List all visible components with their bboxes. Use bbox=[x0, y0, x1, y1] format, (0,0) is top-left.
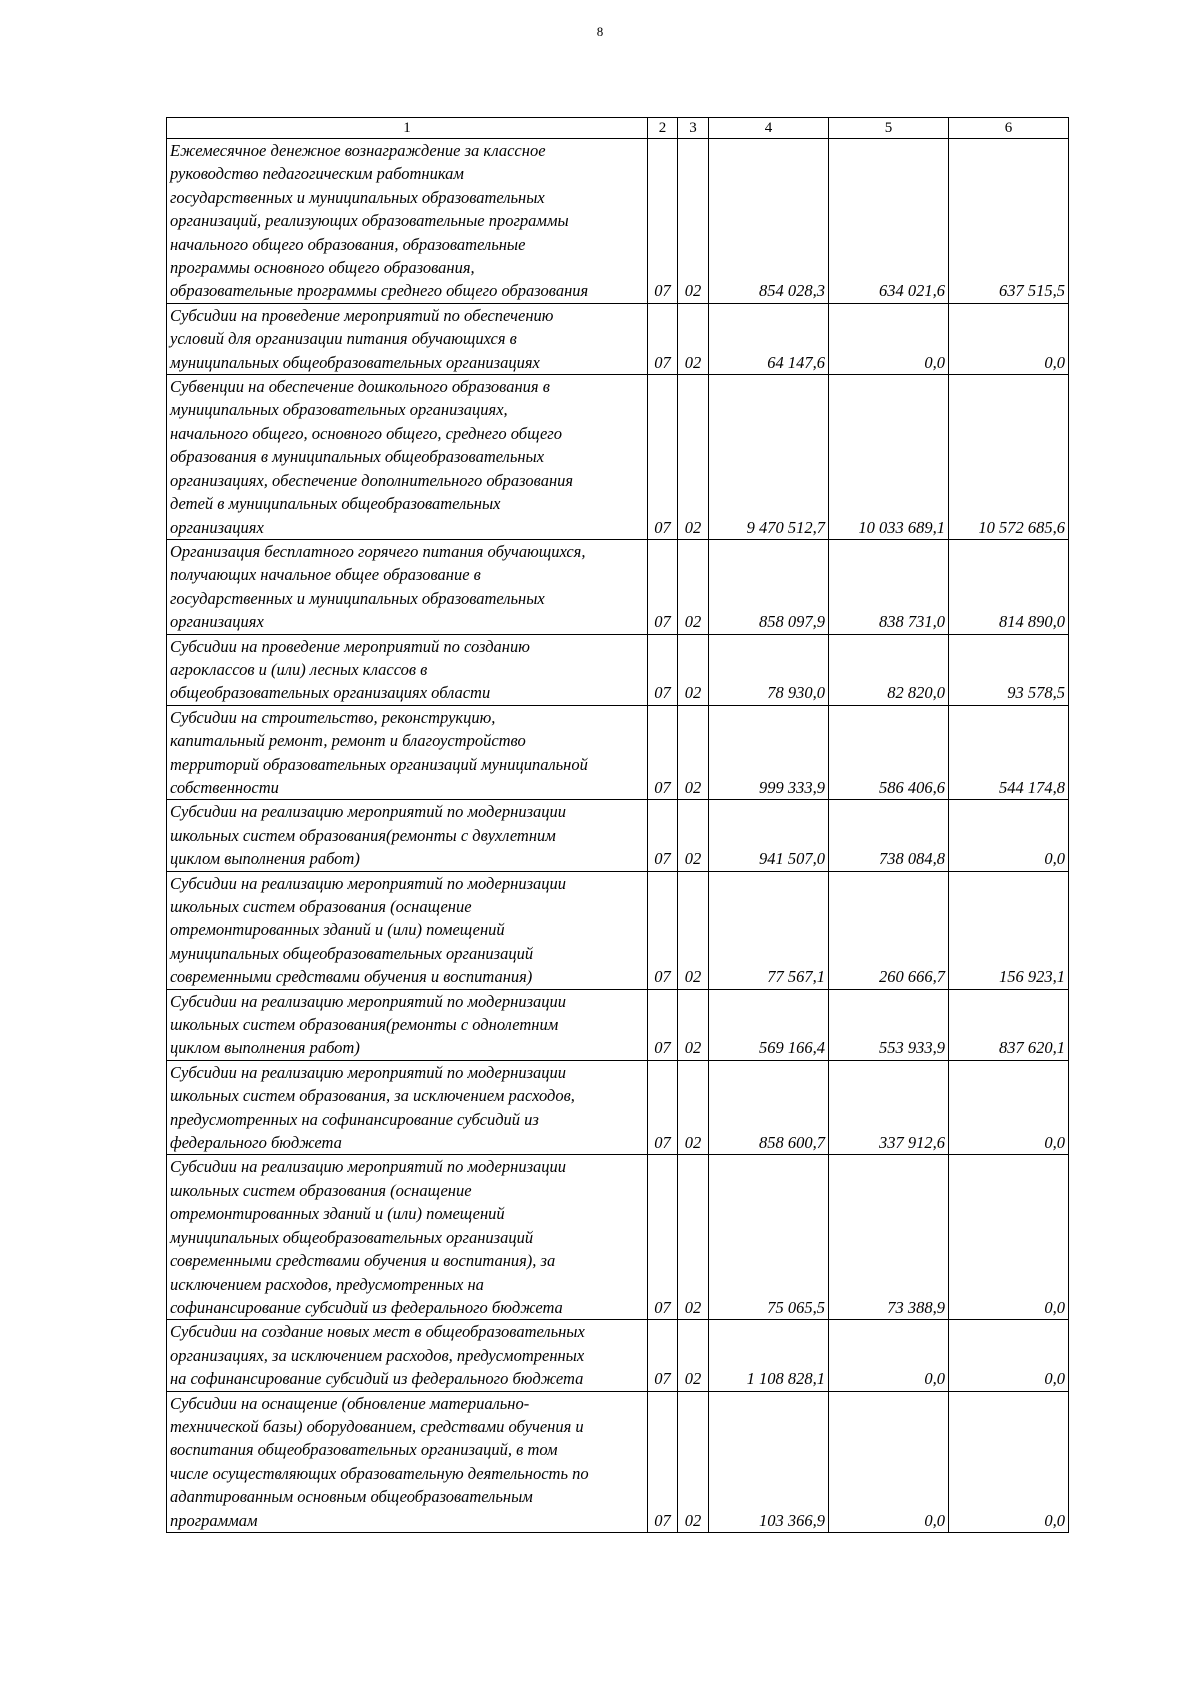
row-description bbox=[167, 1391, 648, 1532]
header-col-1: 1 bbox=[167, 118, 648, 139]
description-line: Субсидии на проведение мероприятий по обеспечению bbox=[170, 305, 554, 325]
description-line: общеобразовательных организациях области bbox=[170, 683, 491, 703]
section-code: 07 bbox=[648, 1155, 678, 1320]
description-line: начального общего образования, образовательные bbox=[170, 234, 526, 254]
description-line: отремонтированных зданий и (или) помещений bbox=[170, 1204, 505, 1224]
amount-year-1: 999 333,9 bbox=[709, 705, 829, 800]
description-line: государственных и муниципальных образовательных bbox=[170, 187, 545, 207]
amount-year-2: 0,0 bbox=[829, 1391, 949, 1532]
amount-year-2: 0,0 bbox=[829, 1320, 949, 1391]
amount-year-2: 838 731,0 bbox=[829, 539, 949, 634]
description-line: школьных систем образования(ремонты с однолетним bbox=[170, 1015, 559, 1035]
row-description bbox=[167, 539, 648, 634]
amount-year-2: 553 933,9 bbox=[829, 989, 949, 1060]
table-row bbox=[167, 375, 1069, 540]
description-line: школьных систем образования (оснащение bbox=[170, 897, 472, 916]
description-line: образования в муниципальных общеобразовательных bbox=[170, 447, 545, 467]
description-line: современными средствами обучения и воспитания) bbox=[170, 967, 533, 987]
description-line: предусмотренных на софинансирование субсидий из bbox=[170, 1109, 539, 1129]
row-description bbox=[167, 375, 648, 540]
amount-year-3: 10 572 685,6 bbox=[949, 375, 1069, 540]
subsection-code: 02 bbox=[678, 1391, 709, 1532]
table-row bbox=[167, 1155, 1069, 1320]
table-body bbox=[167, 139, 1069, 1533]
header-col-5: 5 bbox=[829, 118, 949, 139]
amount-year-2: 0,0 bbox=[829, 303, 949, 374]
amount-year-3: 544 174,8 bbox=[949, 705, 1069, 800]
header-col-6: 6 bbox=[949, 118, 1069, 139]
section-code: 07 bbox=[648, 1320, 678, 1391]
amount-year-1: 1 108 828,1 bbox=[709, 1320, 829, 1391]
section-code: 07 bbox=[648, 634, 678, 705]
amount-year-3: 93 578,5 bbox=[949, 634, 1069, 705]
table-header-row bbox=[167, 118, 1069, 139]
amount-year-3: 0,0 bbox=[949, 1391, 1069, 1532]
amount-year-3: 0,0 bbox=[949, 1320, 1069, 1391]
description-line: циклом выполнения работ) bbox=[170, 1038, 360, 1058]
subsection-code: 02 bbox=[678, 539, 709, 634]
row-description bbox=[167, 1155, 648, 1320]
section-code: 07 bbox=[648, 800, 678, 871]
row-description bbox=[167, 303, 648, 374]
description-line: организациях, обеспечение дополнительного образования bbox=[170, 470, 574, 490]
description-line: организаций, реализующих образовательные программы bbox=[170, 211, 569, 231]
description-line: организациях, за исключением расходов, предусмотренных bbox=[170, 1345, 585, 1365]
description-line: Субвенции на обеспечение дошкольного образования в bbox=[170, 377, 550, 397]
table-row bbox=[167, 1320, 1069, 1391]
description-line: современными средствами обучения и воспитания), за bbox=[170, 1251, 556, 1271]
description-line: Субсидии на реализацию мероприятий по модернизации bbox=[170, 802, 567, 822]
description-line: школьных систем образования(ремонты с двухлетним bbox=[170, 825, 556, 845]
amount-year-2: 10 033 689,1 bbox=[829, 375, 949, 540]
description-line: Ежемесячное денежное вознаграждение за классное bbox=[170, 141, 546, 160]
description-line: муниципальных общеобразовательных организаций bbox=[170, 1227, 534, 1247]
description-line: капитальный ремонт, ремонт и благоустройство bbox=[170, 731, 526, 751]
description-line: Организация бесплатного горячего питания обучающихся, bbox=[170, 541, 586, 561]
section-code: 07 bbox=[648, 539, 678, 634]
amount-year-1: 103 366,9 bbox=[709, 1391, 829, 1532]
subsection-code: 02 bbox=[678, 1320, 709, 1391]
header-col-3: 3 bbox=[678, 118, 709, 139]
amount-year-1: 854 028,3 bbox=[709, 139, 829, 304]
description-line: муниципальных общеобразовательных организаций bbox=[170, 943, 534, 963]
description-line: софинансирование субсидий из федерального бюджета bbox=[170, 1297, 563, 1317]
amount-year-3: 637 515,5 bbox=[949, 139, 1069, 304]
description-line: начального общего, основного общего, среднего общего bbox=[170, 423, 562, 443]
subsection-code: 02 bbox=[678, 705, 709, 800]
subsection-code: 02 bbox=[678, 800, 709, 871]
table-row bbox=[167, 705, 1069, 800]
amount-year-3: 0,0 bbox=[949, 1155, 1069, 1320]
description-line: технической базы) оборудованием, средствами обучения и bbox=[170, 1416, 584, 1436]
description-line: Субсидии на реализацию мероприятий по модернизации bbox=[170, 873, 567, 893]
description-line: муниципальных общеобразовательных организациях bbox=[170, 352, 540, 372]
amount-year-2: 82 820,0 bbox=[829, 634, 949, 705]
description-line: Субсидии на реализацию мероприятий по модернизации bbox=[170, 1157, 567, 1177]
section-code: 07 bbox=[648, 303, 678, 374]
row-description bbox=[167, 139, 648, 304]
amount-year-1: 941 507,0 bbox=[709, 800, 829, 871]
description-line: отремонтированных зданий и (или) помещений bbox=[170, 920, 505, 940]
description-line: образовательные программы среднего общего образования bbox=[170, 281, 589, 301]
description-line: Субсидии на строительство, реконструкцию, bbox=[170, 707, 496, 727]
description-line: адаптированным основным общеобразовательным bbox=[170, 1487, 533, 1507]
amount-year-2: 260 666,7 bbox=[829, 871, 949, 989]
page-number: 8 bbox=[596, 24, 604, 39]
description-line: программы основного общего образования, bbox=[170, 258, 475, 278]
description-line: циклом выполнения работ) bbox=[170, 849, 360, 869]
description-line: получающих начальное общее образование в bbox=[170, 565, 481, 585]
description-line: программам bbox=[170, 1510, 258, 1530]
table-row bbox=[167, 989, 1069, 1060]
table-row bbox=[167, 539, 1069, 634]
section-code: 07 bbox=[648, 705, 678, 800]
subsection-code: 02 bbox=[678, 139, 709, 304]
amount-year-2: 738 084,8 bbox=[829, 800, 949, 871]
subsection-code: 02 bbox=[678, 1060, 709, 1155]
section-code: 07 bbox=[648, 139, 678, 304]
subsection-code: 02 bbox=[678, 303, 709, 374]
description-line: государственных и муниципальных образовательных bbox=[170, 588, 545, 608]
description-line: воспитания общеобразовательных организаций, в том bbox=[170, 1440, 558, 1460]
section-code: 07 bbox=[648, 871, 678, 989]
subsection-code: 02 bbox=[678, 375, 709, 540]
amount-year-1: 858 097,9 bbox=[709, 539, 829, 634]
table-row bbox=[167, 634, 1069, 705]
row-description bbox=[167, 1320, 648, 1391]
description-line: Субсидии на проведение мероприятий по созданию bbox=[170, 636, 530, 656]
description-line: Субсидии на оснащение (обновление материально- bbox=[170, 1393, 530, 1413]
description-line: руководство педагогическим работникам bbox=[170, 164, 464, 184]
row-description bbox=[167, 1060, 648, 1155]
table-row bbox=[167, 871, 1069, 989]
description-line: собственности bbox=[170, 777, 279, 797]
amount-year-1: 64 147,6 bbox=[709, 303, 829, 374]
amount-year-1: 858 600,7 bbox=[709, 1060, 829, 1155]
table-row bbox=[167, 303, 1069, 374]
amount-year-3: 0,0 bbox=[949, 1060, 1069, 1155]
section-code: 07 bbox=[648, 1060, 678, 1155]
description-line: числе осуществляющих образовательную деятельность по bbox=[170, 1463, 589, 1483]
amount-year-3: 0,0 bbox=[949, 800, 1069, 871]
table-row bbox=[167, 1391, 1069, 1532]
description-line: агроклассов и (или) лесных классов в bbox=[170, 659, 428, 679]
amount-year-3: 156 923,1 bbox=[949, 871, 1069, 989]
row-description bbox=[167, 871, 648, 989]
subsection-code: 02 bbox=[678, 871, 709, 989]
amount-year-2: 337 912,6 bbox=[829, 1060, 949, 1155]
description-line: исключением расходов, предусмотренных на bbox=[170, 1274, 484, 1294]
subsection-code: 02 bbox=[678, 1155, 709, 1320]
description-line: условий для организации питания обучающихся в bbox=[170, 329, 517, 349]
header-col-4: 4 bbox=[709, 118, 829, 139]
description-line: организациях bbox=[170, 612, 264, 632]
subsection-code: 02 bbox=[678, 634, 709, 705]
amount-year-1: 9 470 512,7 bbox=[709, 375, 829, 540]
description-line: организациях bbox=[170, 517, 264, 537]
description-line: территорий образовательных организаций муниципальной bbox=[170, 754, 588, 774]
amount-year-1: 77 567,1 bbox=[709, 871, 829, 989]
table-row bbox=[167, 1060, 1069, 1155]
amount-year-2: 634 021,6 bbox=[829, 139, 949, 304]
amount-year-1: 75 065,5 bbox=[709, 1155, 829, 1320]
description-line: на софинансирование субсидий из федерального бюджета bbox=[170, 1369, 584, 1389]
description-line: Субсидии на реализацию мероприятий по модернизации bbox=[170, 991, 567, 1011]
amount-year-1: 78 930,0 bbox=[709, 634, 829, 705]
header-col-2: 2 bbox=[648, 118, 678, 139]
amount-year-3: 814 890,0 bbox=[949, 539, 1069, 634]
amount-year-3: 837 620,1 bbox=[949, 989, 1069, 1060]
budget-table bbox=[166, 117, 1069, 1533]
section-code: 07 bbox=[648, 375, 678, 540]
amount-year-2: 73 388,9 bbox=[829, 1155, 949, 1320]
row-description bbox=[167, 989, 648, 1060]
description-line: школьных систем образования (оснащение bbox=[170, 1180, 472, 1200]
row-description bbox=[167, 634, 648, 705]
description-line: муниципальных образовательных организациях, bbox=[170, 400, 508, 420]
description-line: федерального бюджета bbox=[170, 1133, 342, 1153]
amount-year-2: 586 406,6 bbox=[829, 705, 949, 800]
table-row bbox=[167, 139, 1069, 304]
amount-year-1: 569 166,4 bbox=[709, 989, 829, 1060]
amount-year-3: 0,0 bbox=[949, 303, 1069, 374]
row-description bbox=[167, 800, 648, 871]
row-description bbox=[167, 705, 648, 800]
description-line: Субсидии на создание новых мест в общеобразовательных bbox=[170, 1322, 585, 1342]
table-row bbox=[167, 800, 1069, 871]
description-line: школьных систем образования, за исключением расходов, bbox=[170, 1086, 575, 1106]
subsection-code: 02 bbox=[678, 989, 709, 1060]
description-line: Субсидии на реализацию мероприятий по модернизации bbox=[170, 1062, 567, 1082]
description-line: детей в муниципальных общеобразовательных bbox=[170, 494, 501, 514]
section-code: 07 bbox=[648, 989, 678, 1060]
section-code: 07 bbox=[648, 1391, 678, 1532]
